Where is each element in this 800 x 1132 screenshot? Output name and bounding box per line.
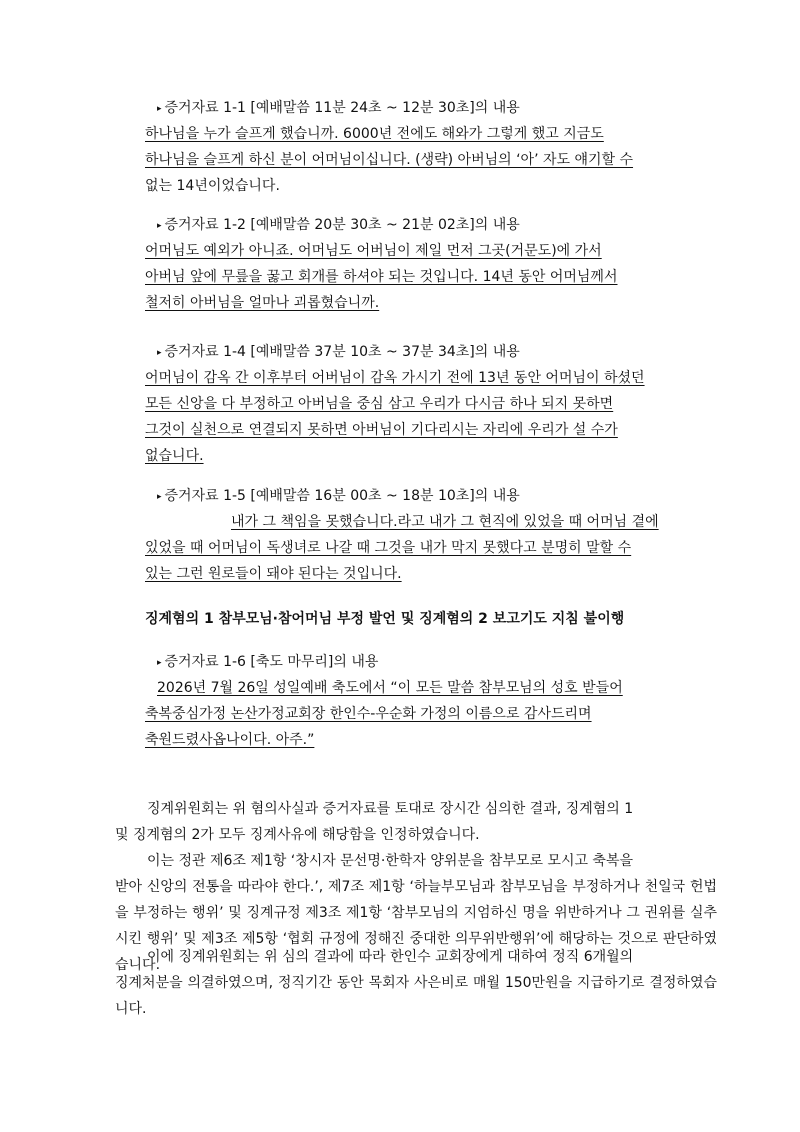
evidence-title: ▸ 증거자료 1-4 [예배말씀 37분 10초 ~ 37분 34초]의 내용 <box>157 344 520 360</box>
paragraph-first-line: 이는 정관 제6조 제1항 ‘창시자 문선명·한학자 양위분을 참부모로 모시고 축복을 <box>147 853 634 869</box>
quote-line: 철저히 아버님을 얼마나 괴롭혔습니까. <box>145 295 380 311</box>
quote-line: 하나님을 누가 슬프게 했습니까. 6000년 전에도 해와가 그렇게 했고 지금도 <box>145 126 604 142</box>
quote-line: 하나님을 슬프게 하신 분이 어머님이십니다. (생략) 아버님의 ‘아’ 자도 얘기할 수 <box>145 152 634 168</box>
evidence-block-1-1 <box>145 98 717 199</box>
bullet-icon: ▸ <box>157 658 162 668</box>
quote-line: 내가 그 책임을 못했습니다.라고 내가 그 현직에 있었을 때 어머님 곁에 <box>231 514 659 530</box>
quote-line: 축복중심가정 논산가정교회장 한인수-우순화 가정의 이름으로 감사드리며 <box>145 706 592 722</box>
quote-line: 아버님 앞에 무릎을 꿇고 회개를 하셔야 되는 것입니다. 14년 동안 어머님께서 <box>145 269 618 285</box>
quote-line: 그것이 실천으로 연결되지 못하면 아버님이 기다리시는 자리에 우리가 설 수가 <box>145 422 618 438</box>
section-heading: 징계혐의 1 참부모님·참어머님 부정 발언 및 징계혐의 2 보고기도 지침 불이행 <box>145 611 625 627</box>
evidence-title: ▸ 증거자료 1-5 [예배말씀 16분 00초 ~ 18분 10초]의 내용 <box>157 488 520 504</box>
evidence-block-1-4 <box>145 342 717 469</box>
paragraph-first-line: 징계위원회는 위 혐의사실과 증거자료를 토대로 장시간 심의한 결과, 징계혐의 1 <box>147 801 634 817</box>
evidence-quote <box>145 509 717 587</box>
bullet-icon: ▸ <box>157 104 162 114</box>
decision-paragraph <box>115 796 717 848</box>
paragraph-rest: 징계처분을 의결하였으며, 정직기간 동안 목회자 사은비로 매월 150만원을 지급하기로 결정하였습니다. <box>115 975 717 1017</box>
paragraph-rest: 받아 신앙의 전통을 따라야 한다.’, 제7조 제1항 ‘하늘부모님과 참부모님을 부정하거나 천일국 헌법을 부정하는 행위’ 및 징계규정 제3조 제1항 ‘참부모님의 지엄하신 명을 위반하거나 그 권위를 실추시킨 행위’ 및 제3조 제5항 ‘협회 규정에 정해진 중대한 의무위반행위’에 해당하는 것으로 판단하였습니다. <box>115 879 717 973</box>
paragraph-first-line: 이에 징계위원회는 위 심의 결과에 따라 한인수 교회장에게 대하여 정직 6개월의 <box>147 949 634 965</box>
sanction-paragraph <box>115 944 717 1022</box>
bullet-icon: ▸ <box>157 221 162 231</box>
evidence-quote <box>145 365 717 469</box>
evidence-block-1-5 <box>145 486 717 587</box>
quote-line: 모든 신앙을 다 부정하고 아버님을 중심 삼고 우리가 다시금 하나 되지 못하면 <box>145 396 614 412</box>
evidence-quote <box>145 121 717 199</box>
evidence-title: ▸ 증거자료 1-6 [축도 마무리]의 내용 <box>157 654 379 670</box>
quote-line: 없는 14년이었습니다. <box>145 178 280 194</box>
quote-line: 2026년 7월 26일 성일예배 축도에서 “이 모든 말씀 참부모님의 성호 받들어 <box>157 680 623 696</box>
quote-line: 축원드렸사옵나이다. 아주.” <box>145 732 315 748</box>
bullet-icon: ▸ <box>157 348 162 358</box>
evidence-title: ▸ 증거자료 1-1 [예배말씀 11분 24초 ~ 12분 30초]의 내용 <box>157 100 520 116</box>
bullet-icon: ▸ <box>157 492 162 502</box>
paragraph-rest: 및 징계혐의 2가 모두 징계사유에 해당함을 인정하였습니다. <box>115 827 480 843</box>
evidence-quote <box>145 675 717 753</box>
quote-line: 있는 그런 원로들이 돼야 된다는 것입니다. <box>145 566 402 582</box>
quote-line: 없습니다. <box>145 448 204 464</box>
evidence-quote <box>145 238 717 316</box>
quote-line: 어머님이 감옥 간 이후부터 어버님이 감옥 가시기 전에 13년 동안 어머님이 하셨던 <box>145 370 645 386</box>
evidence-title: ▸ 증거자료 1-2 [예배말씀 20분 30초 ~ 21분 02초]의 내용 <box>157 217 520 233</box>
quote-line: 있었을 때 어머님이 독생녀로 나갈 때 그것을 내가 막지 못했다고 분명히 말할 수 <box>145 540 632 556</box>
quote-line: 어머님도 예외가 아니죠. 어머님도 어버님이 제일 먼저 그곳(거문도)에 가서 <box>145 243 602 259</box>
evidence-block-1-6 <box>145 652 717 753</box>
evidence-block-1-2 <box>145 215 717 316</box>
